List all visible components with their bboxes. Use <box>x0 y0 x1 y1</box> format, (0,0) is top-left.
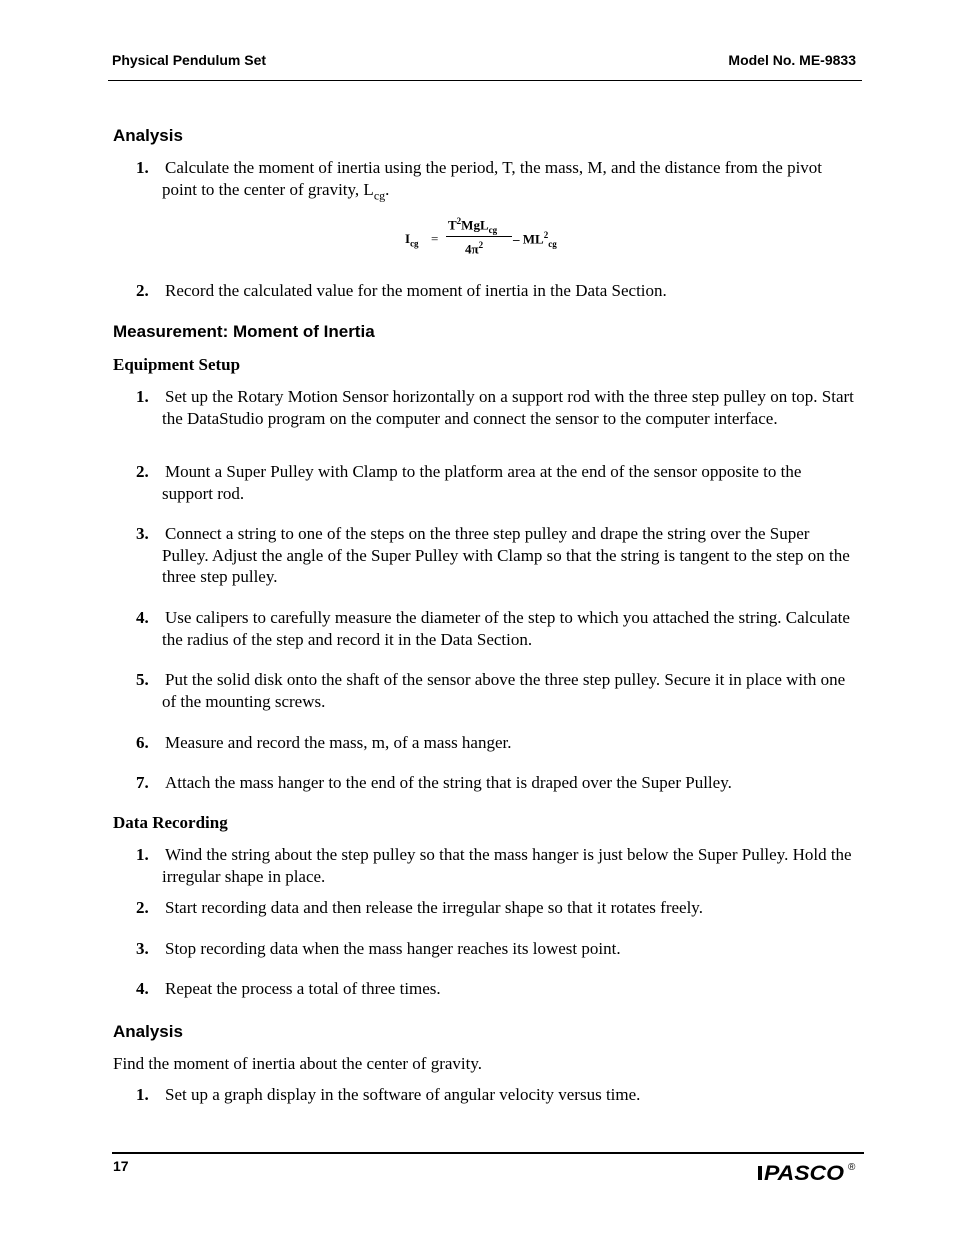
list-item <box>136 157 856 206</box>
item-number: 2. <box>136 462 149 481</box>
list-item <box>136 938 856 960</box>
formula-rhs: – ML <box>513 231 544 247</box>
item-text: Calculate the moment of inertia using the period, T, the mass, M, and the distance from the pivot point to the center of gravity, L <box>162 158 823 199</box>
list-item <box>136 772 856 794</box>
item-number: 2. <box>136 898 149 917</box>
item-number: 6. <box>136 733 149 752</box>
list-item <box>136 897 856 919</box>
list-item <box>136 669 856 712</box>
formula-num-sub: cg <box>488 224 498 235</box>
pasco-logo-text: PASCO <box>764 1162 844 1185</box>
list-item <box>136 386 856 429</box>
item-number: 1. <box>136 387 149 406</box>
item-number: 3. <box>136 524 149 543</box>
list-item <box>136 978 856 1000</box>
item-text: Use calipers to carefully measure the diameter of the step to which you attached the string. Calculate the radius of the step and record it in the Data Section. <box>162 608 850 649</box>
formula-lhs: I <box>405 231 411 246</box>
registered-mark: ® <box>848 1162 856 1173</box>
running-header-model: Model No. ME-9833 <box>728 52 856 68</box>
page-number: 17 <box>113 1158 129 1174</box>
item-number: 4. <box>136 608 149 627</box>
formula-denominator: 4π <box>465 241 479 257</box>
formula-rhs-sup: 2 <box>543 230 549 240</box>
list-item <box>136 844 856 887</box>
section-heading-analysis: Analysis <box>113 1022 183 1041</box>
item-number: 1. <box>136 845 149 864</box>
header-rule <box>108 80 862 81</box>
item-number: 2. <box>136 281 149 300</box>
running-header-title: Physical Pendulum Set <box>112 52 267 68</box>
item-text: Mount a Super Pulley with Clamp to the platform area at the end of the sensor opposite to the support rod. <box>162 462 802 503</box>
item-text: Wind the string about the step pulley so that the mass hanger is just below the Super Pulley. Hold the irregular shape in place. <box>162 845 852 886</box>
pasco-logo <box>758 1160 846 1186</box>
item-text: Start recording data and then release the irregular shape so that it rotates freely. <box>165 898 703 917</box>
formula-den-sup: 2 <box>478 240 484 250</box>
fraction-bar <box>446 236 512 237</box>
item-tail: . <box>385 179 390 199</box>
item-number: 4. <box>136 979 149 998</box>
list-item <box>136 1084 856 1106</box>
formula-num-sup: 2 <box>456 216 462 226</box>
formula-lhs-sub: cg <box>410 238 419 249</box>
item-text: Stop recording data when the mass hanger reaches its lowest point. <box>165 939 621 958</box>
formula-equals: = <box>431 231 439 246</box>
formula-rhs-sub: cg <box>548 238 557 249</box>
item-number: 1. <box>136 158 149 177</box>
item-number: 1. <box>136 1085 149 1104</box>
item-number: 7. <box>136 773 149 792</box>
item-text: Set up a graph display in the software of angular velocity versus time. <box>165 1085 641 1104</box>
subheading-equipment-setup: Equipment Setup <box>113 355 241 374</box>
list-item <box>136 523 856 588</box>
footer-rule <box>112 1152 864 1154</box>
formula-num-mid: MgL <box>461 217 489 233</box>
section-heading-analysis: Analysis <box>113 126 183 145</box>
item-text: Measure and record the mass, m, of a mass hanger. <box>165 733 512 752</box>
paragraph: Find the moment of inertia about the center of gravity. <box>113 1054 483 1073</box>
item-number: 5. <box>136 670 149 689</box>
list-item <box>136 280 856 302</box>
list-item <box>136 461 856 504</box>
item-text: Repeat the process a total of three times. <box>165 979 441 998</box>
item-text: Connect a string to one of the steps on the three step pulley and drape the string over the Super Pulley. Adjust the angle of the Super Pulley with Clamp so that the string is tangent to the step on the three step pulley. <box>162 524 850 586</box>
item-number: 3. <box>136 939 149 958</box>
subheading-data-recording: Data Recording <box>113 813 228 832</box>
item-text: Set up the Rotary Motion Sensor horizontally on a support rod with the three step pulley on top. Start the DataStudio program on the computer and connect the sensor to the computer interface. <box>162 387 854 428</box>
formula-numerator: T <box>448 217 457 233</box>
section-heading-measurement: Measurement: Moment of Inertia <box>113 322 375 341</box>
item-text: Attach the mass hanger to the end of the string that is draped over the Super Pulley. <box>165 773 732 792</box>
item-text: Put the solid disk onto the shaft of the sensor above the three step pulley. Secure it in place with one of the mounting screws. <box>162 670 846 711</box>
list-item <box>136 732 856 754</box>
item-text: Record the calculated value for the moment of inertia in the Data Section. <box>165 281 667 300</box>
item-subscript: cg <box>373 187 386 202</box>
list-item <box>136 607 856 650</box>
